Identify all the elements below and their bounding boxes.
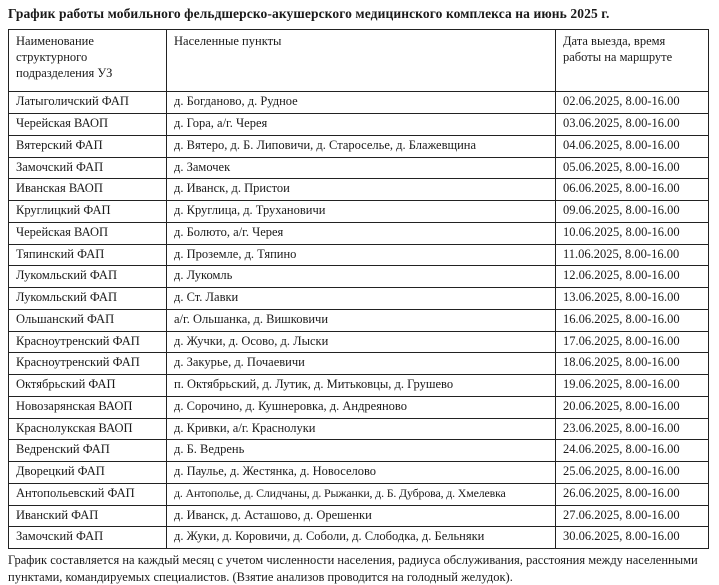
cell-unit: Краснолукская ВАОП [9,418,167,440]
table-row [9,483,709,505]
cell-schedule: 11.06.2025, 8.00-16.00 [556,244,709,266]
cell-schedule: 13.06.2025, 8.00-16.00 [556,288,709,310]
column-header-settlements: Населенные пункты [167,30,556,92]
cell-settlements: д. Замочек [167,157,556,179]
cell-schedule: 12.06.2025, 8.00-16.00 [556,266,709,288]
cell-unit: Иванский ФАП [9,505,167,527]
cell-unit: Лукомльский ФАП [9,288,167,310]
cell-schedule: 26.06.2025, 8.00-16.00 [556,483,709,505]
cell-schedule: 20.06.2025, 8.00-16.00 [556,396,709,418]
cell-schedule: 19.06.2025, 8.00-16.00 [556,375,709,397]
cell-unit: Замочский ФАП [9,157,167,179]
cell-unit: Ольшанский ФАП [9,309,167,331]
table-row [9,201,709,223]
cell-settlements: д. Проземле, д. Тяпино [167,244,556,266]
table-row [9,92,709,114]
schedule-table [8,29,709,549]
cell-unit: Ведренский ФАП [9,440,167,462]
table-row [9,157,709,179]
cell-schedule: 16.06.2025, 8.00-16.00 [556,309,709,331]
cell-unit: Замочский ФАП [9,527,167,549]
cell-schedule: 04.06.2025, 8.00-16.00 [556,135,709,157]
cell-schedule: 05.06.2025, 8.00-16.00 [556,157,709,179]
cell-settlements: д. Богданово, д. Рудное [167,92,556,114]
cell-unit: Латыголичский ФАП [9,92,167,114]
cell-settlements: п. Октябрьский, д. Лутик, д. Митьковцы, д. Грушево [167,375,556,397]
cell-settlements: д. Паулье, д. Жестянка, д. Новоселово [167,462,556,484]
cell-settlements: д. Жучки, д. Осово, д. Лыски [167,331,556,353]
cell-settlements: д. Гора, а/г. Черея [167,114,556,136]
table-row [9,353,709,375]
cell-unit: Иванская ВАОП [9,179,167,201]
table-row [9,309,709,331]
table-row [9,331,709,353]
cell-unit: Красноутренский ФАП [9,353,167,375]
cell-settlements: д. Круглица, д. Трухановичи [167,201,556,223]
table-row [9,288,709,310]
table-row [9,527,709,549]
cell-schedule: 27.06.2025, 8.00-16.00 [556,505,709,527]
cell-unit: Антопольевский ФАП [9,483,167,505]
cell-schedule: 23.06.2025, 8.00-16.00 [556,418,709,440]
cell-schedule: 18.06.2025, 8.00-16.00 [556,353,709,375]
page-title: График работы мобильного фельдшерско-акушерского медицинского комплекса на июнь 2025 г. [8,6,610,21]
table-row [9,375,709,397]
cell-schedule: 03.06.2025, 8.00-16.00 [556,114,709,136]
table-row [9,222,709,244]
column-header-unit: Наименование структурного подразделения УЗ [9,30,167,92]
cell-settlements: д. Вятеро, д. Б. Липовичи, д. Староселье, д. Блажевщина [167,135,556,157]
table-row [9,135,709,157]
cell-unit: Лукомльский ФАП [9,266,167,288]
cell-schedule: 30.06.2025, 8.00-16.00 [556,527,709,549]
cell-unit: Красноутренский ФАП [9,331,167,353]
table-row [9,396,709,418]
cell-unit: Октябрьский ФАП [9,375,167,397]
cell-unit: Черейская ВАОП [9,222,167,244]
table-body [9,92,709,549]
table-row [9,179,709,201]
table-header-row [9,30,709,92]
cell-settlements: а/г. Ольшанка, д. Вишковичи [167,309,556,331]
cell-settlements: д. Кривки, а/г. Краснолуки [167,418,556,440]
footer-note: График составляется на каждый месяц с учетом численности населения, радиуса обслуживания, расстояния между населенными пунктами, командируемых специалистов. (Взятие анализов проводится на голодный желудок). [8,553,698,584]
cell-unit: Вятерский ФАП [9,135,167,157]
cell-settlements: д. Жуки, д. Коровичи, д. Соболи, д. Слободка, д. Бельняки [167,527,556,549]
table-row [9,505,709,527]
table-row [9,244,709,266]
cell-unit: Дворецкий ФАП [9,462,167,484]
cell-schedule: 06.06.2025, 8.00-16.00 [556,179,709,201]
cell-schedule: 24.06.2025, 8.00-16.00 [556,440,709,462]
cell-settlements: д. Иванск, д. Пристои [167,179,556,201]
table-row [9,462,709,484]
column-header-schedule: Дата выезда, время работы на маршруте [556,30,709,92]
cell-settlements: д. Лукомль [167,266,556,288]
cell-schedule: 02.06.2025, 8.00-16.00 [556,92,709,114]
table-row [9,440,709,462]
cell-unit: Круглицкий ФАП [9,201,167,223]
cell-schedule: 17.06.2025, 8.00-16.00 [556,331,709,353]
cell-settlements: д. Иванск, д. Асташово, д. Орешенки [167,505,556,527]
table-row [9,418,709,440]
cell-unit: Новозарянская ВАОП [9,396,167,418]
cell-schedule: 10.06.2025, 8.00-16.00 [556,222,709,244]
table-row [9,266,709,288]
cell-settlements: д. Ст. Лавки [167,288,556,310]
cell-unit: Черейская ВАОП [9,114,167,136]
cell-unit: Тяпинский ФАП [9,244,167,266]
cell-settlements: д. Антополье, д. Слидчаны, д. Рыжанки, д. Б. Дуброва, д. Хмелевка [167,483,556,505]
cell-schedule: 09.06.2025, 8.00-16.00 [556,201,709,223]
cell-settlements: д. Болюто, а/г. Черея [167,222,556,244]
table-row [9,114,709,136]
cell-schedule: 25.06.2025, 8.00-16.00 [556,462,709,484]
cell-settlements: д. Сорочино, д. Кушнеровка, д. Андреяново [167,396,556,418]
cell-settlements: д. Закурье, д. Почаевичи [167,353,556,375]
cell-settlements: д. Б. Ведрень [167,440,556,462]
